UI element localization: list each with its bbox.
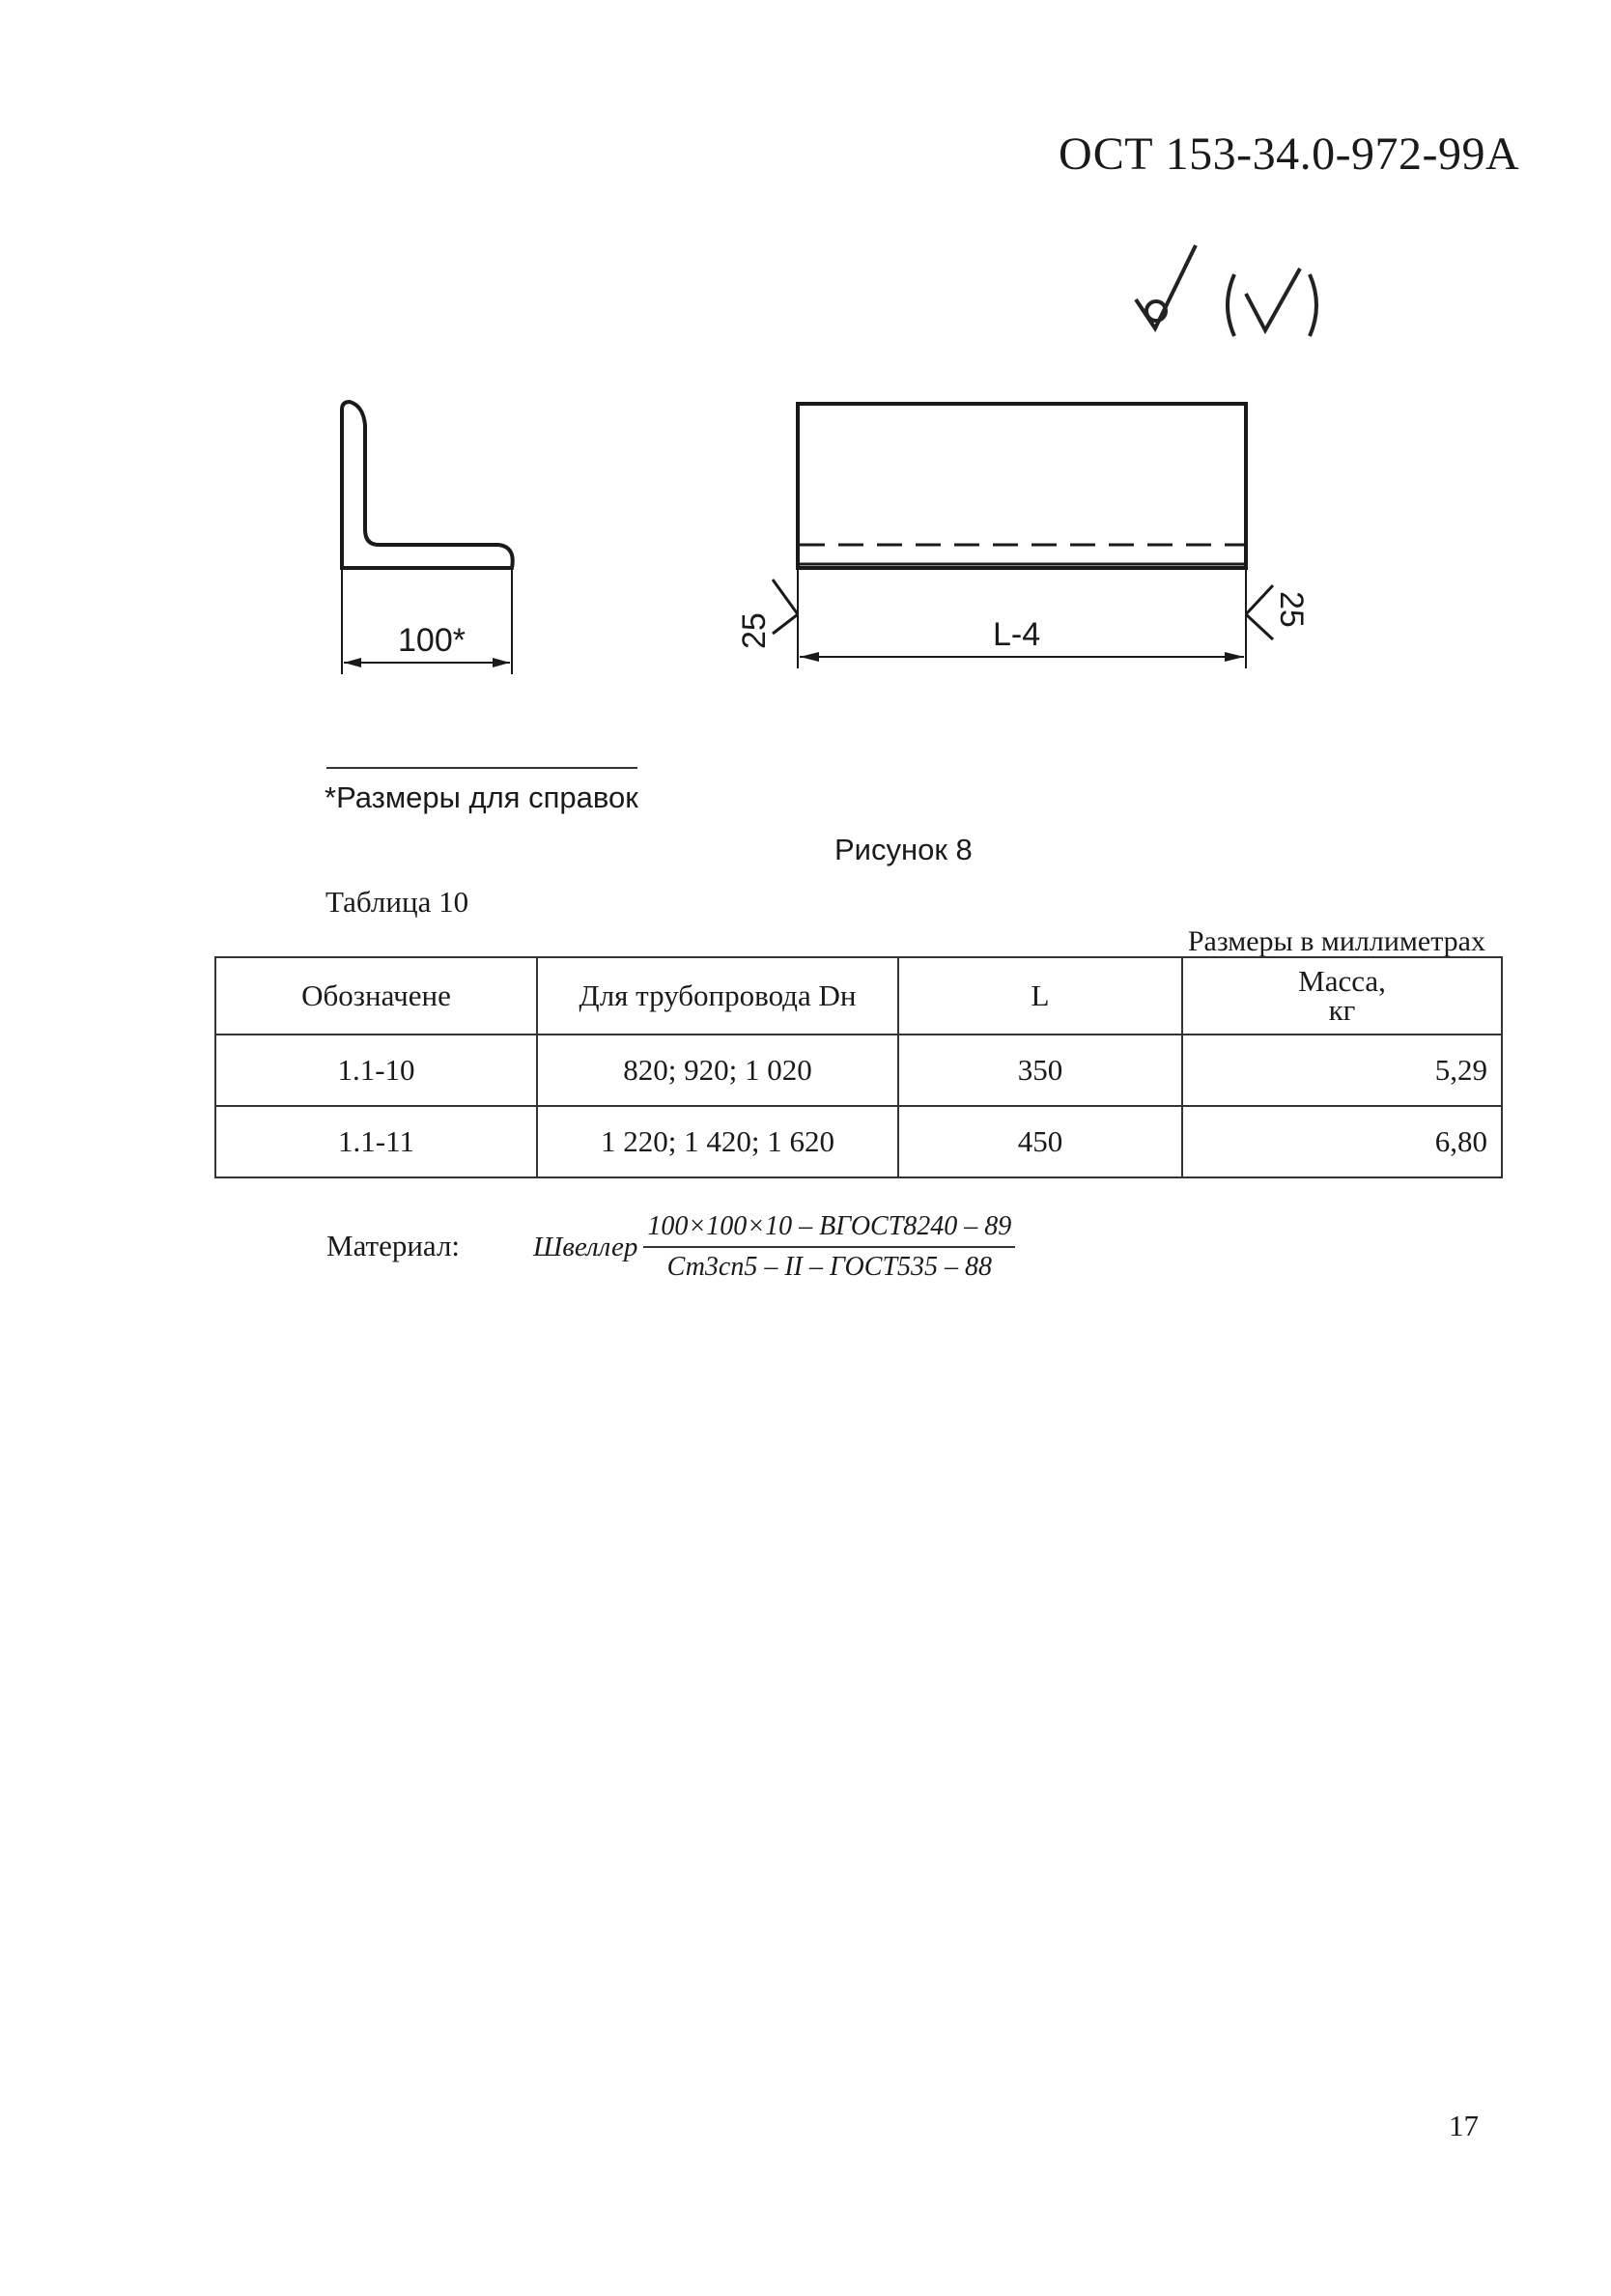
weld-symbol-right bbox=[1246, 585, 1273, 639]
table-row bbox=[215, 1035, 1502, 1106]
arrow-length-left bbox=[800, 652, 819, 662]
header-mass bbox=[1182, 957, 1502, 1035]
header-designation: Обозначене bbox=[215, 957, 537, 1035]
table-row bbox=[215, 1106, 1502, 1177]
cell-pipeline: 820; 920; 1 020 bbox=[537, 1035, 898, 1106]
cell-mass: 5,29 bbox=[1182, 1035, 1502, 1106]
material-prefix: Швеллер bbox=[533, 1231, 638, 1262]
cell-length: 350 bbox=[898, 1035, 1182, 1106]
weld-symbol-left bbox=[773, 580, 798, 634]
surface-roughness-symbol bbox=[1128, 240, 1341, 346]
dimension-text-length: L-4 bbox=[993, 616, 1041, 653]
material-denominator: Ст3сп5 – II – ГОСТ535 – 88 bbox=[666, 1252, 993, 1282]
data-table bbox=[214, 956, 1503, 1178]
units-note: Размеры в миллиметрах bbox=[1187, 925, 1485, 957]
table-header-row bbox=[215, 957, 1502, 1035]
material-fraction bbox=[643, 1211, 1015, 1283]
header-mass-line1: Масса, bbox=[1298, 964, 1386, 998]
footnote: *Размеры для справок bbox=[325, 780, 638, 814]
cell-pipeline: 1 220; 1 420; 1 620 bbox=[537, 1106, 898, 1177]
material-formula bbox=[533, 1211, 1015, 1283]
cell-mass: 6,80 bbox=[1182, 1106, 1502, 1177]
angle-profile-outline bbox=[342, 402, 513, 568]
weld-size-right: 25 bbox=[1273, 591, 1310, 628]
material-numerator: 100×100×10 – ВГОСТ8240 – 89 bbox=[643, 1211, 1015, 1248]
table-caption: Таблица 10 bbox=[325, 885, 469, 919]
cell-designation: 1.1-10 bbox=[215, 1035, 537, 1106]
cell-length: 450 bbox=[898, 1106, 1182, 1177]
arrow-length-right bbox=[1225, 652, 1244, 662]
header-pipeline: Для трубопровода Dн bbox=[537, 957, 898, 1035]
page-number: 17 bbox=[1449, 2109, 1479, 2142]
document-code: ОСТ 153-34.0-972-99А bbox=[1059, 128, 1520, 180]
technical-drawing bbox=[319, 386, 1323, 695]
dimension-text-width: 100* bbox=[398, 622, 466, 659]
roughness-close-paren bbox=[1310, 274, 1316, 336]
material-label: Материал: bbox=[326, 1229, 461, 1262]
roughness-open-paren bbox=[1228, 274, 1234, 336]
arrow-left bbox=[344, 658, 361, 667]
footnote-rule bbox=[326, 767, 637, 769]
header-mass-line2: кг bbox=[1328, 993, 1356, 1027]
header-length: L bbox=[898, 957, 1182, 1035]
roughness-check-mark-small bbox=[1246, 269, 1300, 330]
weld-size-left: 25 bbox=[736, 612, 773, 649]
figure-caption: Рисунок 8 bbox=[834, 833, 973, 866]
arrow-right bbox=[493, 658, 510, 667]
front-view-outline bbox=[798, 404, 1246, 568]
cell-designation: 1.1-11 bbox=[215, 1106, 537, 1177]
